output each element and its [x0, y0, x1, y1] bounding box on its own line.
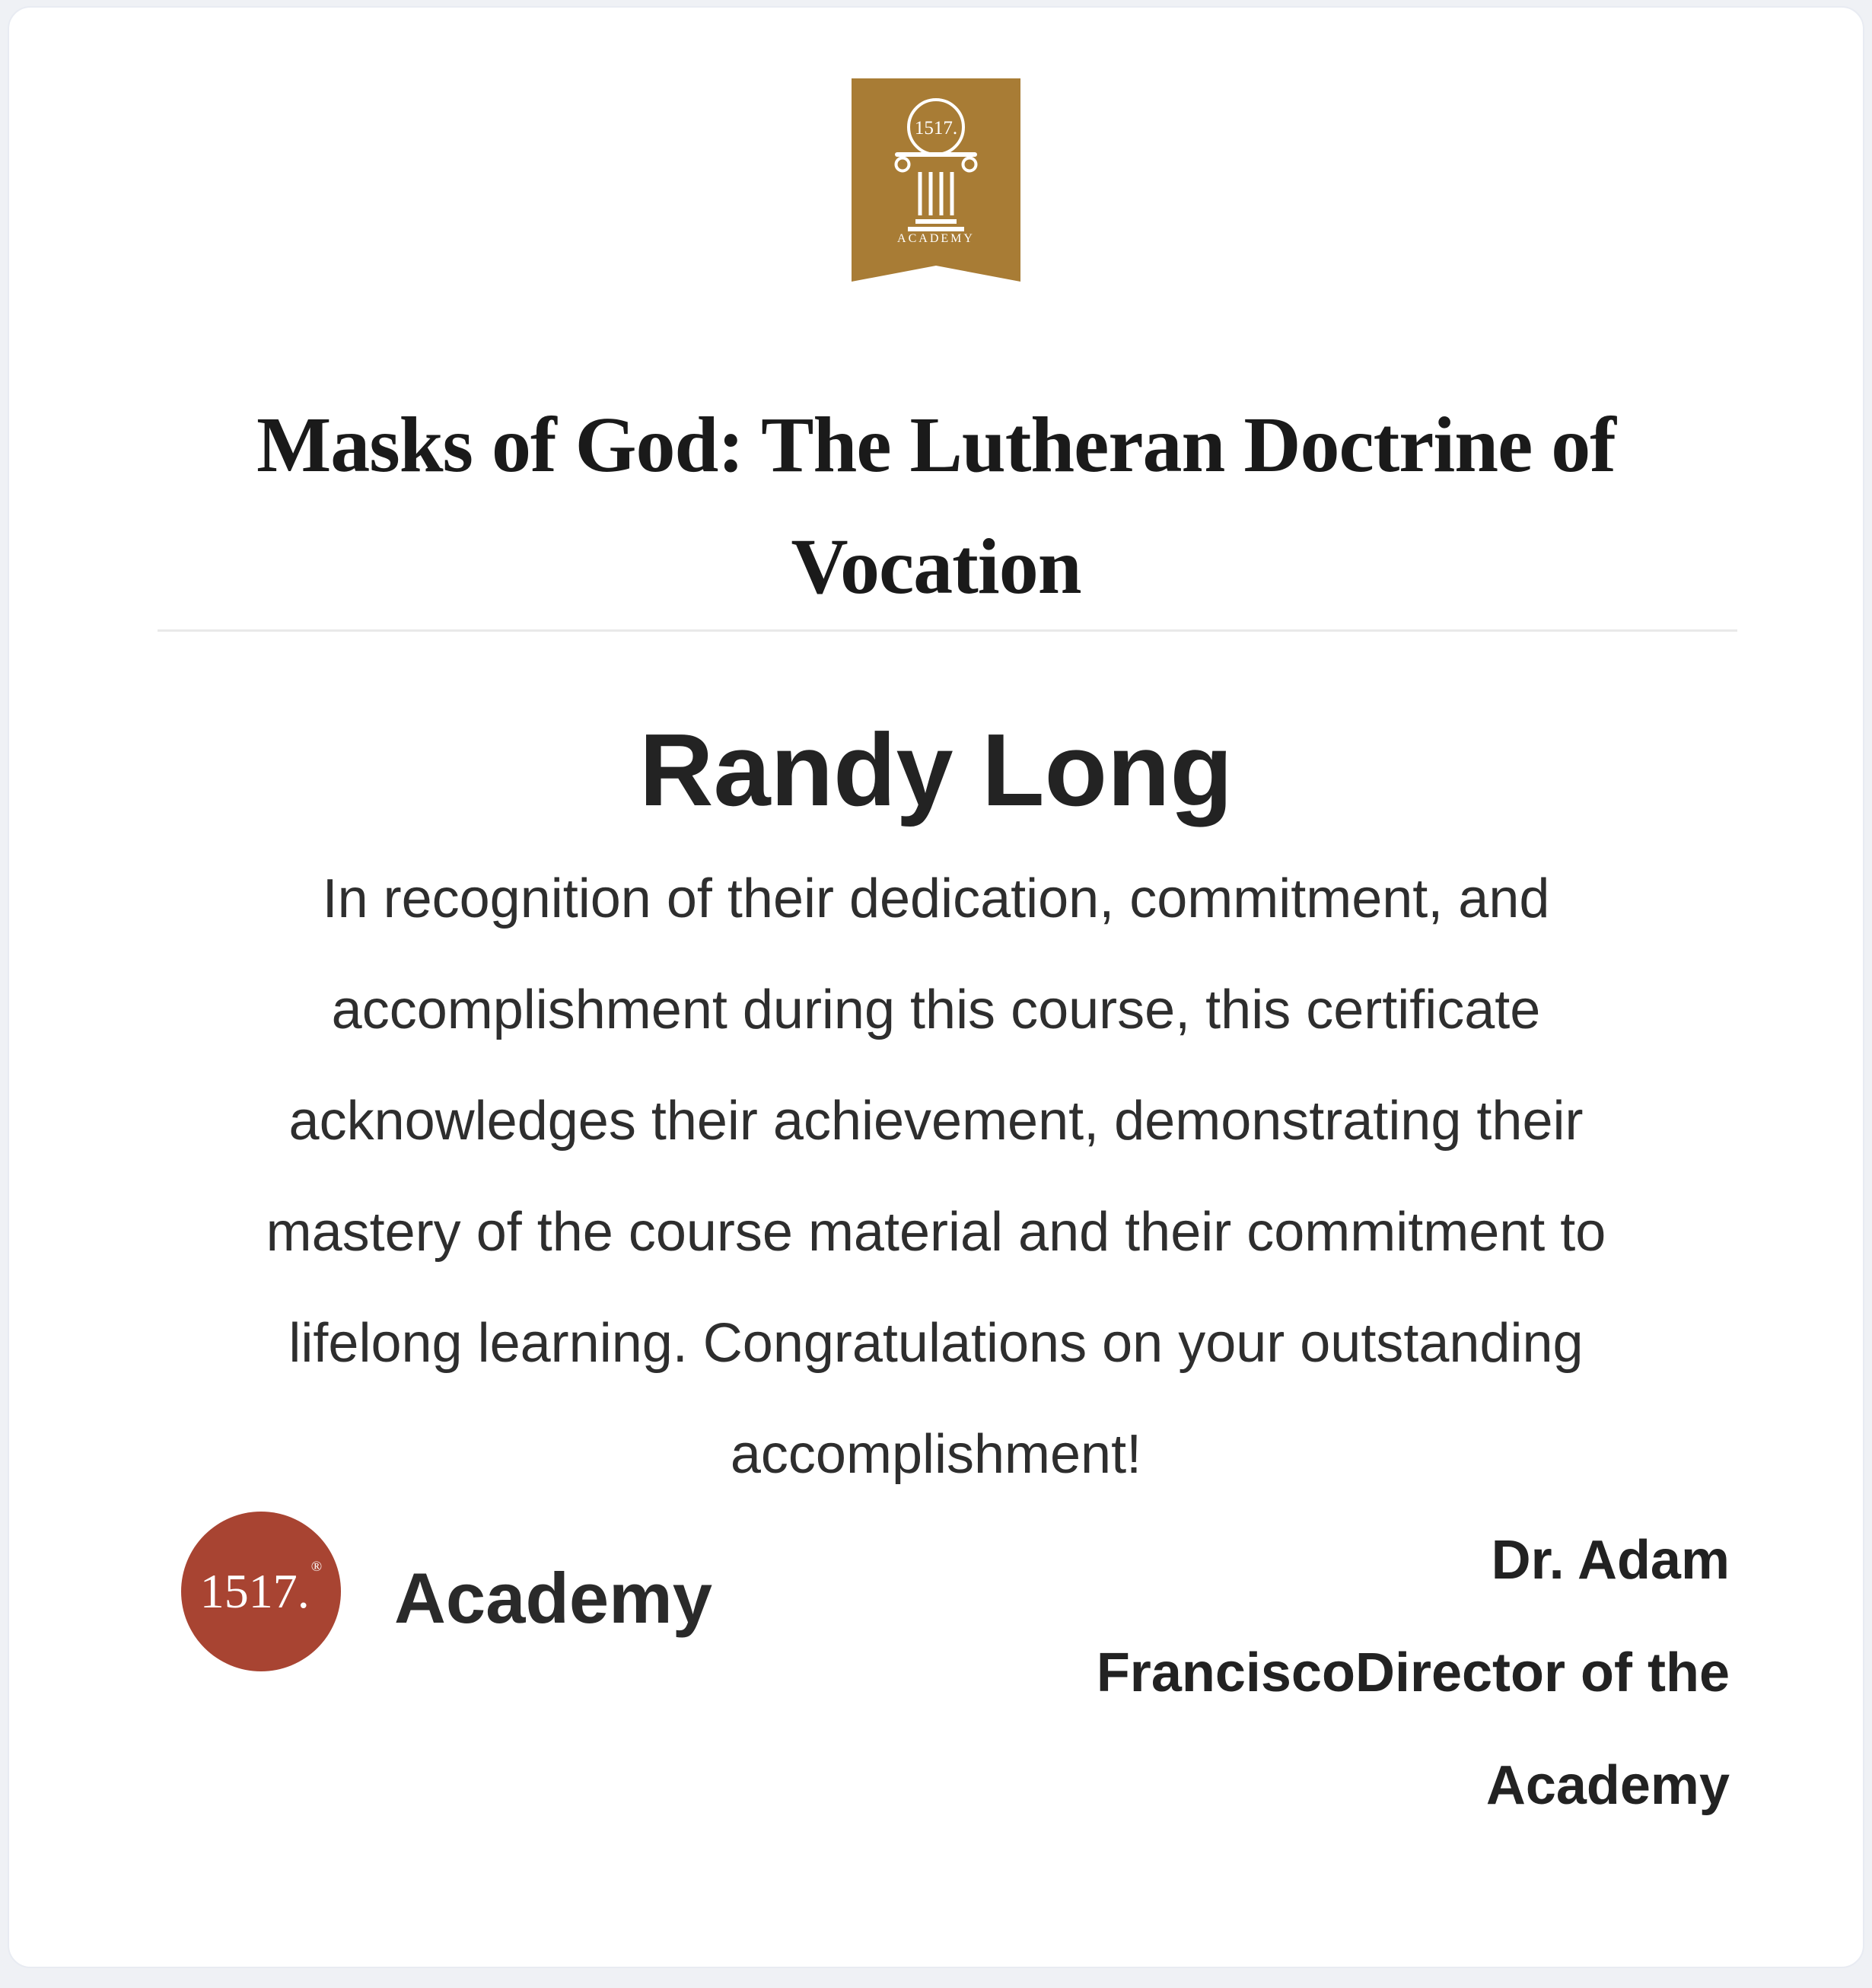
- signature-line: Dr. Adam: [1491, 1530, 1730, 1591]
- recognition-text-line: lifelong learning. Congratulations on your outstanding: [288, 1313, 1584, 1374]
- certificate-card: [8, 6, 1864, 1968]
- brand-academy-label: Academy: [394, 1558, 712, 1638]
- signature-line: Academy: [1485, 1755, 1730, 1816]
- course-title-line: Masks of God: The Lutheran Doctrine of: [256, 401, 1616, 489]
- brand-logo-1517-academy: [181, 1512, 712, 1671]
- academy-ribbon-badge: [852, 78, 1020, 282]
- ribbon-banner-icon: [852, 78, 1020, 282]
- title-divider: [158, 629, 1737, 632]
- badge-1517-number: 1517.: [914, 118, 958, 139]
- registered-trademark-icon: ®: [310, 1559, 323, 1575]
- badge-academy-label: ACADEMY: [897, 232, 975, 245]
- recognition-text: [9, 843, 1863, 1510]
- recognition-text-line: In recognition of their dedication, commitment, and: [322, 868, 1550, 929]
- signature-line: FranciscoDirector of the: [1096, 1642, 1730, 1703]
- certificate-footer: [9, 1512, 1863, 1842]
- recognition-text-line: accomplishment!: [730, 1424, 1142, 1485]
- recognition-text-line: acknowledges their achievement, demonstrating their: [288, 1091, 1584, 1152]
- recognition-text-line: mastery of the course material and their commitment to: [266, 1202, 1606, 1263]
- course-title: [131, 384, 1741, 628]
- brand-1517-circle-logo: [181, 1512, 341, 1671]
- brand-1517-mark: 1517.: [199, 1564, 310, 1618]
- recognition-text-line: accomplishment during this course, this certificate: [331, 980, 1541, 1040]
- course-title-line: Vocation: [791, 523, 1081, 610]
- signature-block: [1097, 1504, 1730, 1842]
- recipient-name: Randy Long: [639, 712, 1233, 827]
